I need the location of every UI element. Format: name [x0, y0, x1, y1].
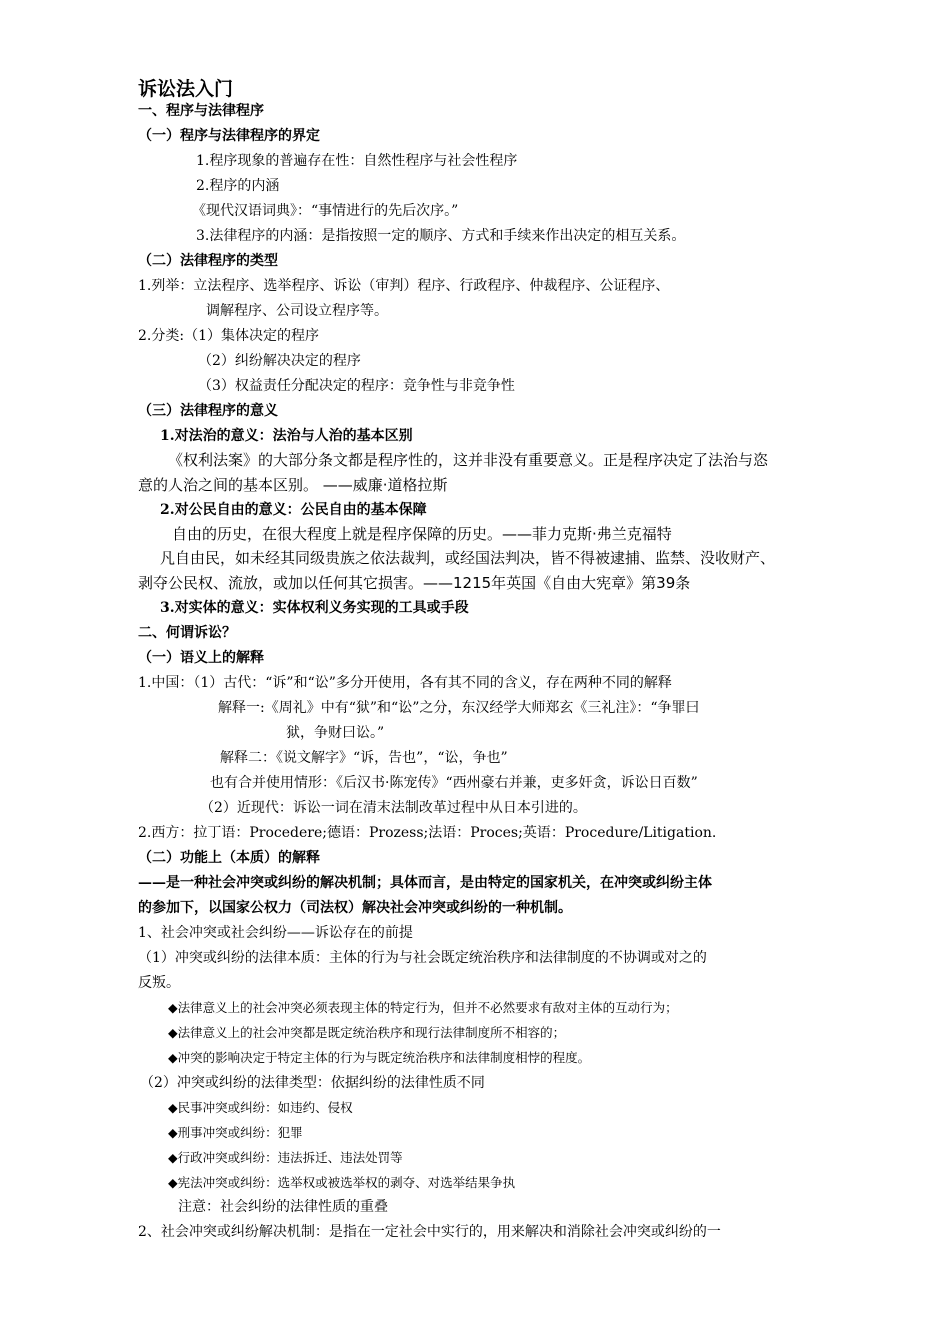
text-line: 2.分类:（1）集体决定的程序: [138, 328, 319, 344]
point-heading: 3.对实体的意义：实体权利义务实现的工具或手段: [160, 600, 469, 616]
bullet-item: ◆宪法冲突或纠纷：选举权或被选举权的剥夺、对选举结果争执: [168, 1175, 516, 1190]
subsection-heading: （一）语义上的解释: [138, 650, 264, 666]
definition-line: 的参加下，以国家公权力（司法权）解决社会冲突或纠纷的一种机制。: [138, 900, 572, 916]
text-line: 意的人治之间的基本区别。 ——威廉·道格拉斯: [138, 476, 448, 494]
point-heading: 2.对公民自由的意义：公民自由的基本保障: [160, 502, 427, 518]
text-line: 2.西方：拉丁语：Procedere;德语：Prozess;法语：Proces;英语：Procedure/Litigation.: [138, 825, 717, 841]
text-line: （2）近现代：诉讼一词在清末法制改革过程中从日本引进的。: [200, 800, 587, 816]
text-line: （1）冲突或纠纷的法律本质：主体的行为与社会既定统治秩序和法律制度的不协调或对之的: [138, 950, 707, 966]
definition-line: ——是一种社会冲突或纠纷的解决机制；具体而言，是由特定的国家机关，在冲突或纠纷主体: [138, 875, 712, 891]
text-line: 剥夺公民权、流放，或加以任何其它损害。——1215年英国《自由大宪章》第39条: [138, 574, 691, 592]
bullet-item: ◆行政冲突或纠纷：违法拆迁、违法处罚等: [168, 1150, 403, 1165]
bullet-item: ◆法律意义上的社会冲突必须表现主体的特定行为，但并不必然要求有敌对主体的互动行为；: [168, 1000, 678, 1015]
note-line: 注意：社会纠纷的法律性质的重叠: [178, 1199, 388, 1215]
text-line: 狱，争财曰讼。”: [286, 725, 385, 741]
text-line: 1、社会冲突或社会纠纷——诉讼存在的前提: [138, 925, 413, 941]
point-heading: 1.对法治的意义：法治与人治的基本区别: [160, 428, 413, 444]
text-line: 1.列举：立法程序、选举程序、诉讼（审判）程序、行政程序、仲裁程序、公证程序、: [138, 278, 670, 294]
text-line: 1.程序现象的普遍存在性：自然性程序与社会性程序: [196, 153, 518, 169]
text-line: 1.中国：（1）古代：“诉”和“讼”多分开使用，各有其不同的含义，存在两种不同的解释: [138, 675, 672, 691]
text-line: 解释一:《周礼》中有“狱”和“讼”之分，东汉经学大师郑玄《三礼注》：“争罪曰: [218, 700, 700, 716]
text-line: 3.法律程序的内涵：是指按照一定的顺序、方式和手续来作出决定的相互关系。: [196, 228, 686, 244]
section-heading: 二、何谓诉讼？: [138, 625, 236, 641]
text-line: 凡自由民，如未经其同级贵族之依法裁判，或经国法判决，皆不得被逮捕、监禁、没收财产、: [160, 549, 776, 567]
bullet-item: ◆法律意义上的社会冲突都是既定统治秩序和现行法律制度所不相容的；: [168, 1025, 566, 1040]
text-line: 也有合并使用情形：《后汉书·陈宠传》“西州豪右并兼，吏多奸贪，诉讼日百数”: [210, 775, 698, 791]
text-line: 《权利法案》的大部分条文都是程序性的，这并非没有重要意义。正是程序决定了法治与恣: [168, 451, 769, 469]
text-line: 调解程序、公司设立程序等。: [206, 303, 388, 319]
bullet-item: ◆刑事冲突或纠纷：犯罪: [168, 1125, 303, 1140]
text-line: （2）纠纷解决决定的程序: [198, 353, 361, 369]
bullet-item: ◆民事冲突或纠纷：如违约、侵权: [168, 1100, 353, 1115]
text-line: 反叛。: [138, 975, 180, 991]
bullet-item: ◆冲突的影响决定于特定主体的行为与既定统治秩序和法律制度相悖的程度。: [168, 1050, 591, 1065]
text-line: 2、社会冲突或纠纷解决机制：是指在一定社会中实行的，用来解决和消除社会冲突或纠纷的一: [138, 1224, 721, 1240]
document-title: 诉讼法入门: [138, 78, 234, 100]
text-line: （2）冲突或纠纷的法律类型：依据纠纷的法律性质不同: [140, 1075, 485, 1091]
text-line: 自由的历史，在很大程度上就是程序保障的历史。——菲力克斯·弗兰克福特: [172, 525, 672, 543]
subsection-heading: （二）法律程序的类型: [138, 253, 278, 269]
text-line: 2.程序的内涵: [196, 178, 280, 194]
subsection-heading: （二）功能上（本质）的解释: [138, 850, 320, 866]
text-line: 解释二：《说文解字》“诉，告也”，“讼，争也”: [220, 750, 508, 766]
subsection-heading: （三）法律程序的意义: [138, 403, 278, 419]
text-line: 《现代汉语词典》：“事情进行的先后次序。”: [192, 203, 459, 219]
section-heading: 一、程序与法律程序: [138, 103, 264, 119]
subsection-heading: （一）程序与法律程序的界定: [138, 128, 320, 144]
text-line: （3）权益责任分配决定的程序：竞争性与非竞争性: [198, 378, 515, 394]
